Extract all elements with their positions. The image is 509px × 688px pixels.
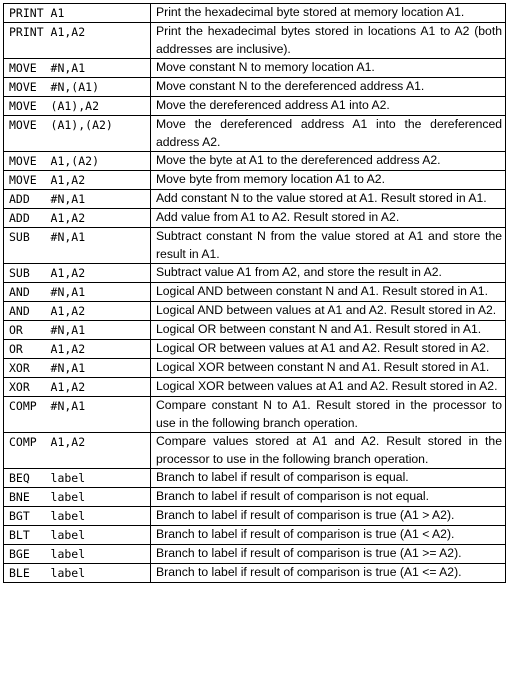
instruction-table	[3, 3, 506, 583]
table-row	[4, 545, 506, 564]
table-row	[4, 378, 506, 397]
instruction-description: Move byte from memory location A1 to A2.	[151, 171, 506, 190]
table-row	[4, 152, 506, 171]
instruction-opcode: ADD A1,A2	[4, 209, 151, 228]
instruction-opcode: COMP A1,A2	[4, 433, 151, 469]
table-row	[4, 507, 506, 526]
instruction-description: Branch to label if result of comparison is true (A1 <= A2).	[151, 564, 506, 583]
instruction-opcode: OR A1,A2	[4, 340, 151, 359]
table-row	[4, 340, 506, 359]
instruction-description: Logical OR between values at A1 and A2. Result stored in A2.	[151, 340, 506, 359]
instruction-description: Move constant N to memory location A1.	[151, 59, 506, 78]
table-row	[4, 59, 506, 78]
instruction-table-body	[4, 4, 506, 583]
table-row	[4, 190, 506, 209]
table-row	[4, 564, 506, 583]
instruction-opcode: BEQ label	[4, 469, 151, 488]
instruction-description: Move constant N to the dereferenced address A1.	[151, 78, 506, 97]
table-row	[4, 433, 506, 469]
instruction-opcode: MOVE A1,(A2)	[4, 152, 151, 171]
instruction-description: Logical AND between constant N and A1. Result stored in A1.	[151, 283, 506, 302]
instruction-opcode: MOVE #N,(A1)	[4, 78, 151, 97]
instruction-opcode: PRINT A1,A2	[4, 23, 151, 59]
instruction-description: Add constant N to the value stored at A1. Result stored in A1.	[151, 190, 506, 209]
table-row	[4, 488, 506, 507]
instruction-opcode: ADD #N,A1	[4, 190, 151, 209]
instruction-opcode: SUB #N,A1	[4, 228, 151, 264]
instruction-description: Logical AND between values at A1 and A2. Result stored in A2.	[151, 302, 506, 321]
instruction-description: Branch to label if result of comparison is true (A1 < A2).	[151, 526, 506, 545]
table-row	[4, 359, 506, 378]
instruction-opcode: BGT label	[4, 507, 151, 526]
table-row	[4, 4, 506, 23]
instruction-opcode: OR #N,A1	[4, 321, 151, 340]
instruction-opcode: AND A1,A2	[4, 302, 151, 321]
instruction-opcode: COMP #N,A1	[4, 397, 151, 433]
table-row	[4, 526, 506, 545]
instruction-description: Logical XOR between values at A1 and A2. Result stored in A2.	[151, 378, 506, 397]
instruction-description: Move the dereferenced address A1 into A2.	[151, 97, 506, 116]
instruction-description: Subtract constant N from the value stored at A1 and store the result in A1.	[151, 228, 506, 264]
instruction-opcode: BLT label	[4, 526, 151, 545]
instruction-description: Logical XOR between constant N and A1. Result stored in A1.	[151, 359, 506, 378]
instruction-description: Print the hexadecimal bytes stored in locations A1 to A2 (both addresses are inclusive).	[151, 23, 506, 59]
instruction-description: Branch to label if result of comparison is true (A1 > A2).	[151, 507, 506, 526]
instruction-opcode: XOR A1,A2	[4, 378, 151, 397]
table-row	[4, 228, 506, 264]
table-row	[4, 97, 506, 116]
instruction-description: Compare values stored at A1 and A2. Result stored in the processor to use in the following branch operation.	[151, 433, 506, 469]
instruction-description: Branch to label if result of comparison is true (A1 >= A2).	[151, 545, 506, 564]
table-row	[4, 397, 506, 433]
table-row	[4, 78, 506, 97]
instruction-opcode: MOVE (A1),(A2)	[4, 116, 151, 152]
instruction-opcode: MOVE #N,A1	[4, 59, 151, 78]
instruction-description: Print the hexadecimal byte stored at memory location A1.	[151, 4, 506, 23]
instruction-description: Move the byte at A1 to the dereferenced address A2.	[151, 152, 506, 171]
instruction-description: Branch to label if result of comparison is equal.	[151, 469, 506, 488]
instruction-opcode: BLE label	[4, 564, 151, 583]
instruction-description: Subtract value A1 from A2, and store the result in A2.	[151, 264, 506, 283]
instruction-description: Add value from A1 to A2. Result stored in A2.	[151, 209, 506, 228]
table-row	[4, 469, 506, 488]
instruction-opcode: MOVE (A1),A2	[4, 97, 151, 116]
instruction-opcode: BNE label	[4, 488, 151, 507]
table-row	[4, 302, 506, 321]
table-row	[4, 23, 506, 59]
table-row	[4, 321, 506, 340]
table-row	[4, 209, 506, 228]
table-row	[4, 171, 506, 190]
instruction-opcode: MOVE A1,A2	[4, 171, 151, 190]
instruction-description: Move the dereferenced address A1 into the dereferenced address A2.	[151, 116, 506, 152]
table-row	[4, 283, 506, 302]
table-row	[4, 116, 506, 152]
instruction-opcode: XOR #N,A1	[4, 359, 151, 378]
instruction-opcode: PRINT A1	[4, 4, 151, 23]
instruction-description: Logical OR between constant N and A1. Result stored in A1.	[151, 321, 506, 340]
instruction-opcode: SUB A1,A2	[4, 264, 151, 283]
instruction-opcode: BGE label	[4, 545, 151, 564]
instruction-description: Branch to label if result of comparison is not equal.	[151, 488, 506, 507]
instruction-opcode: AND #N,A1	[4, 283, 151, 302]
instruction-description: Compare constant N to A1. Result stored in the processor to use in the following branch operation.	[151, 397, 506, 433]
table-row	[4, 264, 506, 283]
